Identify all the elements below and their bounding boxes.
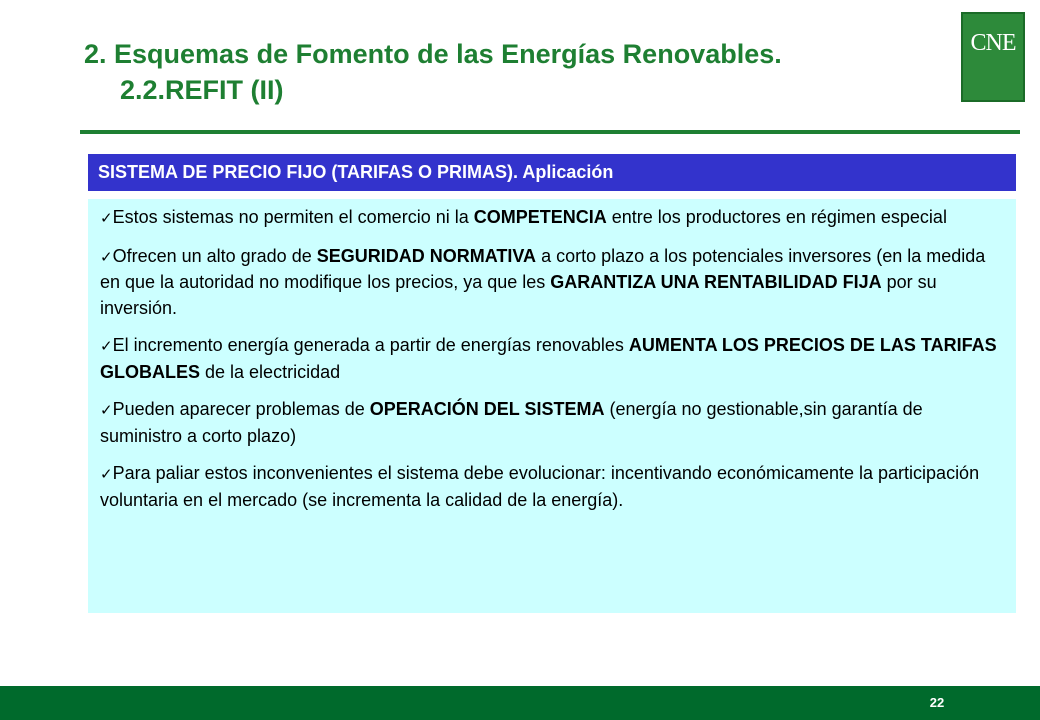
bullet-text: a corto plazo a los potenciales inversores (en la medida en que la autoridad no modifique los precios, ya que les bbox=[100, 245, 986, 292]
bullet-item bbox=[100, 244, 1002, 322]
logo-text: CNE bbox=[970, 30, 1016, 56]
bullet-text: Para paliar estos inconvenientes el sistema debe evolucionar: incentivando económicamente la participación voluntaria en el mercado (se incrementa la calidad de la energía). bbox=[100, 463, 980, 510]
bullet-emphasis: SEGURIDAD NORMATIVA bbox=[316, 245, 537, 266]
bullet-text: de la electricidad bbox=[200, 361, 341, 382]
slide-title bbox=[84, 36, 944, 108]
bullet-text: El incremento energía generada a partir de energías renovables bbox=[112, 335, 629, 355]
cne-logo bbox=[961, 12, 1025, 102]
bullet-text: por su inversión. bbox=[100, 272, 937, 318]
bullet-list bbox=[100, 205, 1002, 513]
bullet-emphasis: COMPETENCIA bbox=[473, 207, 607, 227]
title-divider bbox=[80, 130, 1020, 134]
bullet-item bbox=[100, 205, 1002, 232]
bullet-text: Pueden aparecer problemas de bbox=[112, 399, 370, 419]
bullet-item bbox=[100, 333, 1002, 385]
footer-bar bbox=[0, 686, 1040, 720]
bullet-text: entre los productores en régimen especial bbox=[606, 207, 947, 227]
bullet-emphasis: OPERACIÓN DEL SISTEMA bbox=[369, 399, 605, 419]
bullet-emphasis: GARANTIZA UNA RENTABILIDAD FIJA bbox=[550, 272, 882, 292]
checkmark-icon: ✓ bbox=[100, 338, 113, 355]
checkmark-icon: ✓ bbox=[100, 466, 113, 483]
bullet-item bbox=[100, 397, 1002, 449]
section-header: SISTEMA DE PRECIO FIJO (TARIFAS O PRIMAS). Aplicación bbox=[88, 154, 1016, 191]
bullet-item bbox=[100, 461, 1002, 513]
bullet-panel bbox=[88, 199, 1016, 613]
bullet-text: (energía no gestionable,sin garantía de suministro a corto plazo) bbox=[100, 399, 923, 446]
bullet-text: Ofrecen un alto grado de bbox=[112, 245, 317, 266]
page-number: 22 bbox=[929, 695, 945, 710]
slide-title-line-2: 2.2.REFIT (II) bbox=[120, 75, 284, 105]
slide-title-line-1: 2. Esquemas de Fomento de las Energías Renovables. bbox=[84, 39, 782, 69]
checkmark-icon: ✓ bbox=[100, 402, 113, 419]
bullet-emphasis: AUMENTA LOS PRECIOS DE LAS TARIFAS GLOBALES bbox=[100, 335, 997, 382]
bullet-text: Estos sistemas no permiten el comercio ni la bbox=[112, 207, 474, 227]
checkmark-icon: ✓ bbox=[100, 248, 113, 266]
checkmark-icon: ✓ bbox=[100, 210, 113, 227]
